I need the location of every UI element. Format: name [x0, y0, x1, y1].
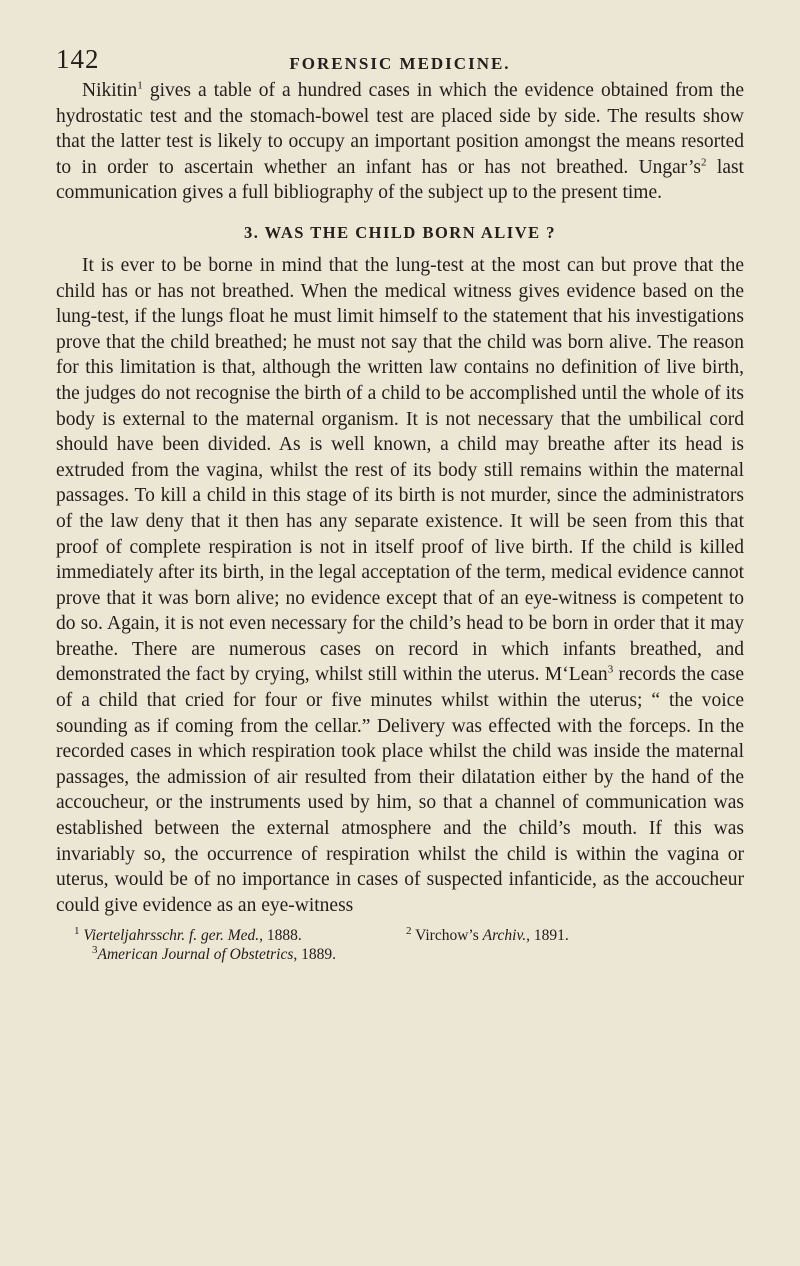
- footnote-2-mark: 2: [406, 925, 412, 938]
- footnote-2-lead: Virchow’s: [411, 927, 483, 945]
- footnote-2-rest: , 1891.: [526, 927, 569, 945]
- footnote-ref-2: 2: [701, 156, 707, 169]
- footnote-row-1: [56, 926, 744, 945]
- paragraph-1-text-a: Nikitin: [82, 80, 138, 101]
- footnote-ref-3: 3: [607, 663, 614, 676]
- page-header: [56, 44, 744, 78]
- paragraph-1-text-b: gives a table of a hundred cases in which the evidence obtained from the hydrostatic test and the stomach-bowel test are placed side by side. The results show that the latter test is likely to occupy an important position amongst the means resorted to in order to ascertain whether an infant has or has not breathed. Ungar’s: [56, 80, 744, 178]
- paragraph-2: [56, 253, 744, 918]
- footnote-1-title: Vierteljahrsschr. f. ger. Med.: [83, 927, 260, 945]
- footnote-1-mark: 1: [74, 925, 80, 938]
- page-number: 142: [56, 44, 100, 74]
- footnotes: [56, 926, 744, 964]
- paragraph-2-text-a: It is ever to be borne in mind that the lung-test at the most can but prove that the child has or has not breathed. When the medical witness gives evidence based on the lung-test, if the lungs float he must limit himself to the statement that his investigations prove that the child breathed; he must not say that the child was born alive. The reason for this limitation is that, although the written law contains no definition of live birth, the judges do not recognise the birth of a child to be accomplished until the whole of its body is external to the maternal organism. It is not necessary that the umbilical cord should have been divided. As is well known, a child may breathe after its head is extruded from the vagina, whilst the rest of its body still remains within the maternal passages. To kill a child in this stage of its birth is not murder, since the administrators of the law deny that it then has any separate existence. It will be seen from this that proof of complete respiration is not in itself proof of live birth. If the child is killed immediately after its birth, in the legal acceptation of the term, medical evidence cannot prove that it was born alive; no evidence except that of an eye-witness is competent to do so. Again, it is not even necessary for the child’s head to be born in order that it may breathe. There are numerous cases on record in which infants breathed, and demonstrated the fact by crying, whilst still within the uterus. M‘Lean: [56, 254, 744, 686]
- paragraph-2-text-b: records the case of a child that cried for four or five minutes whilst within the uterus; “ the voice sounding as if coming from the cellar.” Delivery was effected with the forceps. In the recorded cases in which respiration took place whilst the child was inside the maternal passages, the admission of air resulted from their dilatation either by the hand of the accoucheur, or the instruments used by him, so that a channel of communication was established between the external atmosphere and the child’s mouth. If this was invariably so, the occurrence of respiration whilst the child is within the vagina or uterus, would be of no importance in cases of suspected infanticide, as the accoucheur could give evidence as an eye-witness: [56, 664, 744, 916]
- footnote-3-rest: , 1889.: [293, 946, 337, 964]
- section-heading: 3. WAS THE CHILD BORN ALIVE ?: [243, 222, 556, 242]
- footnote-2-title: Archiv.: [482, 927, 527, 945]
- footnote-ref-1: 1: [137, 79, 143, 92]
- footnote-3: [74, 945, 336, 964]
- paragraph-1-text-c: last communication gives a full bibliography of the subject up to the present time.: [56, 156, 744, 204]
- footnote-3-title: American Journal of Obstetrics: [97, 946, 294, 964]
- paragraph-1: [56, 78, 744, 206]
- running-title: FORENSIC MEDICINE.: [289, 54, 511, 73]
- footnote-row-2: [56, 945, 744, 964]
- footnote-3-mark: 3: [92, 944, 98, 957]
- footnote-1-rest: , 1888.: [259, 927, 302, 945]
- footnote-1: [74, 926, 406, 945]
- footnote-2: [406, 926, 569, 945]
